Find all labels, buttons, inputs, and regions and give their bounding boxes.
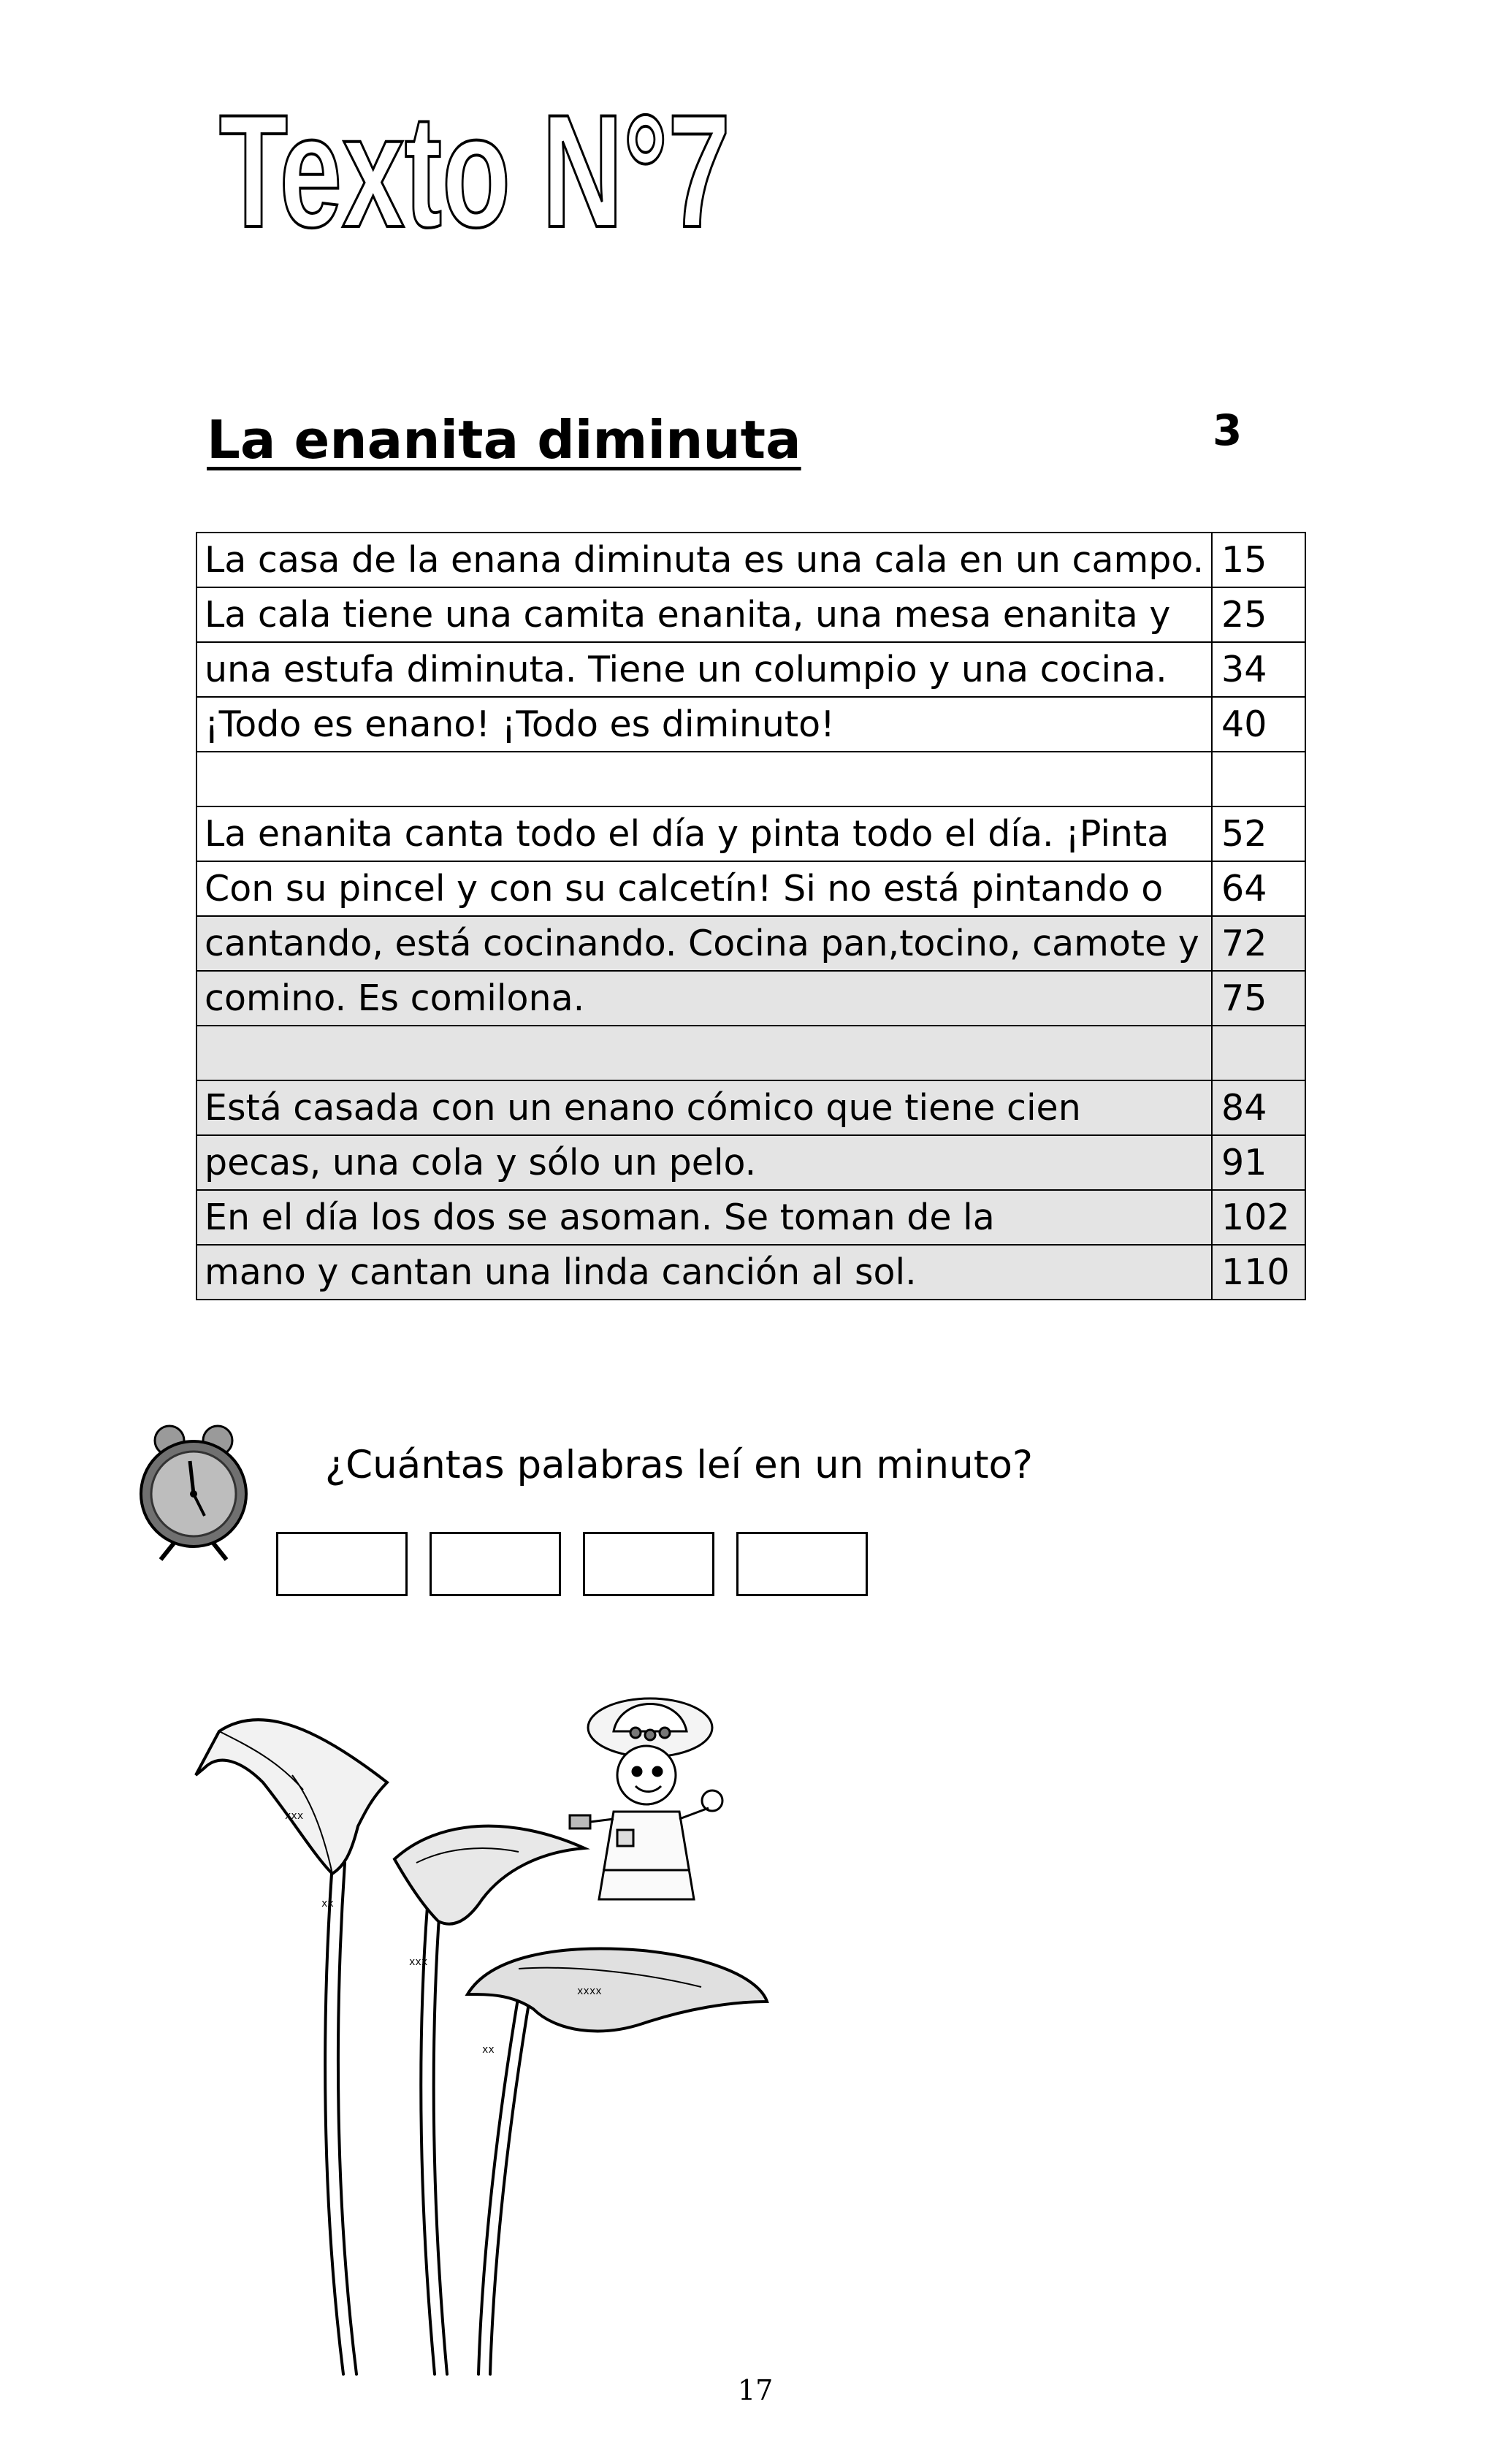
reading-table: [196, 532, 1306, 1300]
page-title-text: Texto N°7: [219, 81, 730, 261]
table-row: [196, 587, 1305, 642]
line-text: pecas, una cola y sólo un pelo.: [196, 1135, 1212, 1190]
word-count: [1212, 752, 1305, 806]
line-text: comino. Es comilona.: [196, 971, 1212, 1026]
table-row: [196, 1245, 1305, 1300]
line-text: Está casada con un enano cómico que tiene cien: [196, 1080, 1212, 1135]
word-count: 64: [1212, 861, 1305, 916]
line-text: La cala tiene una camita enanita, una mesa enanita y: [196, 587, 1212, 642]
svg-text:xxx: xxx: [285, 1810, 304, 1822]
line-text: La enanita canta todo el día y pinta todo el día. ¡Pinta: [196, 806, 1212, 861]
word-count: 25: [1212, 587, 1305, 642]
table-row: [196, 1026, 1305, 1080]
line-text: mano y cantan una linda canción al sol.: [196, 1245, 1212, 1300]
word-count: 91: [1212, 1135, 1305, 1190]
line-text: En el día los dos se asoman. Se toman de la: [196, 1190, 1212, 1245]
table-row: [196, 752, 1305, 806]
page-number: 17: [738, 2374, 774, 2406]
answer-box[interactable]: [583, 1532, 714, 1596]
words-per-minute-question: ¿Cuántas palabras leí en un minuto?: [325, 1443, 1034, 1487]
answer-boxes: [276, 1532, 868, 1596]
answer-box[interactable]: [430, 1532, 561, 1596]
table-row: [196, 1135, 1305, 1190]
table-row: [196, 1190, 1305, 1245]
level-number: 3: [1213, 405, 1243, 455]
table-row: [196, 916, 1305, 971]
table-row: [196, 533, 1305, 587]
story-title: La enanita diminuta: [207, 409, 801, 470]
word-count: 110: [1212, 1245, 1305, 1300]
word-count: 40: [1212, 697, 1305, 752]
table-row: [196, 806, 1305, 861]
line-text: Con su pincel y con su calcetín! Si no está pintando o: [196, 861, 1212, 916]
line-text: una estufa diminuta. Tiene un columpio y una cocina.: [196, 642, 1212, 697]
word-count: 102: [1212, 1190, 1305, 1245]
svg-text:xx: xx: [482, 2044, 495, 2056]
line-text: La casa de la enana diminuta es una cala en un campo.: [196, 533, 1212, 587]
word-count: 75: [1212, 971, 1305, 1026]
answer-box[interactable]: [736, 1532, 868, 1596]
alarm-clock-icon: [131, 1417, 256, 1563]
word-count: [1212, 1026, 1305, 1080]
calla-lily-dwarf-illustration: [175, 1687, 833, 2381]
answer-box[interactable]: [276, 1532, 408, 1596]
table-row: [196, 1080, 1305, 1135]
word-count: 15: [1212, 533, 1305, 587]
table-row: [196, 971, 1305, 1026]
line-text: ¡Todo es enano! ¡Todo es diminuto!: [196, 697, 1212, 752]
table-row: [196, 697, 1305, 752]
table-row: [196, 642, 1305, 697]
word-count: 72: [1212, 916, 1305, 971]
line-text: [196, 752, 1212, 806]
line-text: [196, 1026, 1212, 1080]
word-count: 52: [1212, 806, 1305, 861]
page-title: [219, 81, 774, 261]
word-count: 34: [1212, 642, 1305, 697]
word-count: 84: [1212, 1080, 1305, 1135]
table-row: [196, 861, 1305, 916]
svg-text:xxx: xxx: [409, 1956, 428, 1968]
svg-text:xx: xx: [321, 1898, 334, 1910]
svg-text:xxxx: xxxx: [577, 1986, 602, 1997]
line-text: cantando, está cocinando. Cocina pan,tocino, camote y: [196, 916, 1212, 971]
